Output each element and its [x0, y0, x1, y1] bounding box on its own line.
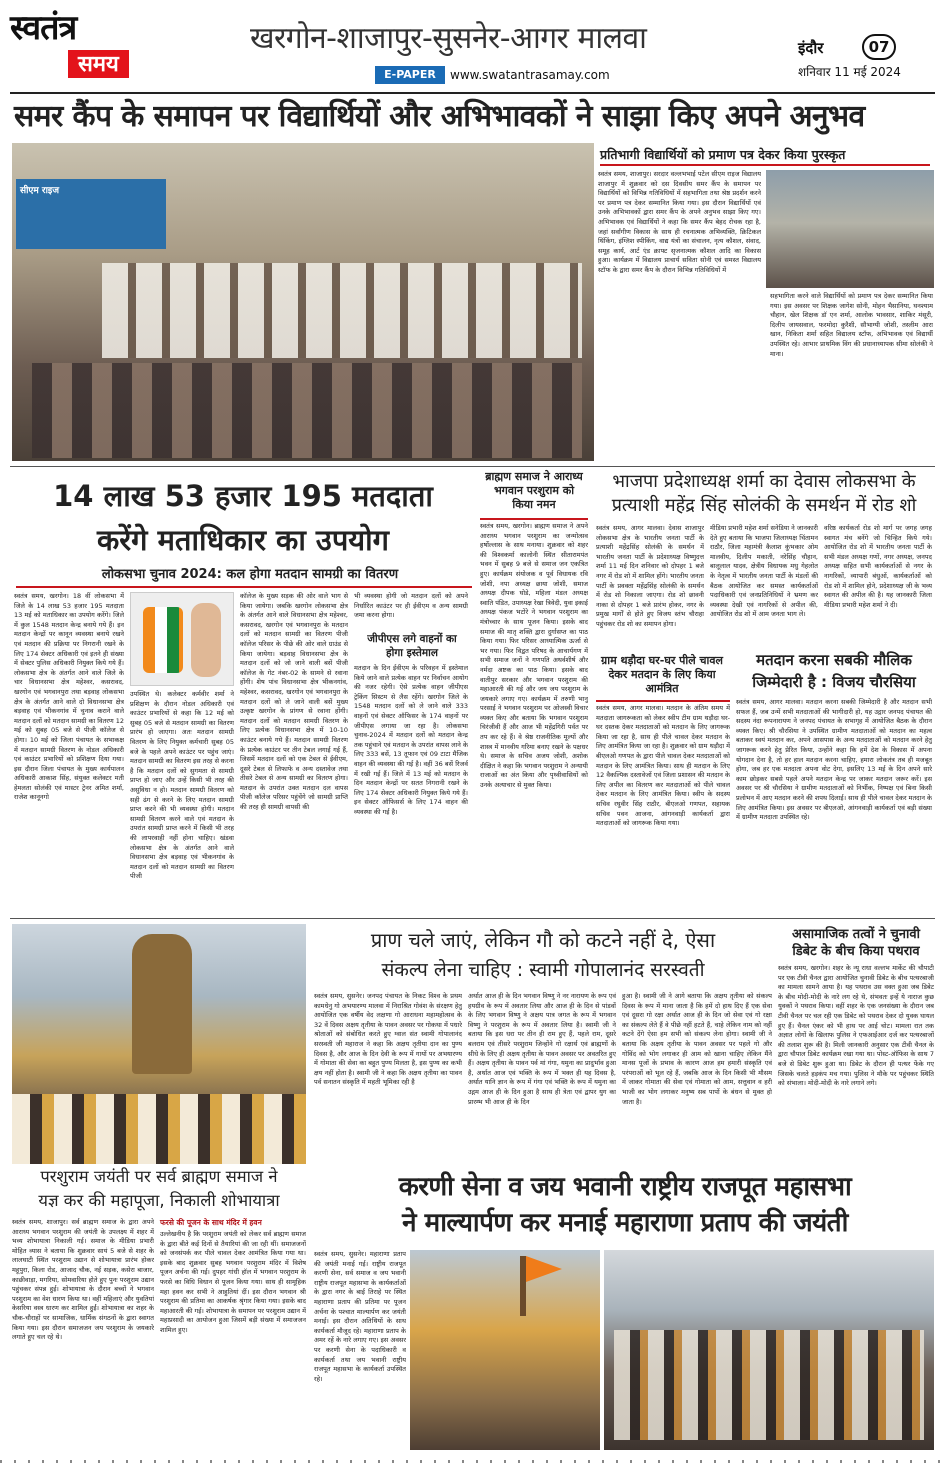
story5-rule	[596, 700, 730, 702]
story9-column-1: स्वतंत्र समय, शाजापुर। सर्व ब्राह्मण समाज के द्वारा अपने आराध्य भगवान परशुराम की जयंती के उपलक्ष्य में शहर में भव्य शोभायात्रा निकाली गई। समाज के मीडिया प्रभारी मोहित व्यास ने बताया कि शुक्रवार सायं 5 बजे से शहर के लालघाटी स्थित परशुराम उद्यान से शोभायात्रा प्रारंभ होकर महूपुरा, किला रोड, आजाद चौक, नई सड़क, कसेरा बाजार, काछीवाड़ा, मगरिया, सोमवारिया होते हुए पुनः परशुराम उद्यान पहुंचकर संपन्न हुई। शोभायात्रा के दौरान बच्चों ने भगवान परशुराम का वेश धारण किया था। वहीं महिलाएं और युवतियां केसरिया वस्त्र धारण कर शामिल हुईं। शोभायात्रा का शहर के चौक-चौराहों पर सामाजिक, धार्मिक संगठनों के द्वारा स्वागत किया गया। इस दौरान समाजजन जय परशुराम के जयकारे लगाते हुए चल रहे थे।	[12, 1218, 154, 1342]
story6-headline-line1: मतदान करना सबकी मौलिक	[756, 651, 912, 669]
story5-headline: ग्राम थड़ौदा घर-घर पीले चावल देकर मतदान के लिए किया आमंत्रित	[601, 654, 723, 695]
story2-column-1: स्वतंत्र समय, खरगोन। 18 वीं लोकसभा में जिले के 14 लाख 53 हजार 195 मतदाता 13 मई को मताधिकार का उपयोग करेंगे। जिले में कुल 1548 मतदान केन्द्र बनाये गये हैं। इन मतदान केन्द्रों पर कानून व्यवस्था बनाये रखने एवं मतदान की प्रक्रिया पर निगरानी रखने के लिए 174 सेक्टर अधिकारी एवं इतने ही संख्या में सेक्टर पुलिस अधिकारी नियुक्त किये गये हैं। लोकसभा क्षेत्र के अंतर्गत आने वाले जिले के चार विधानसभा क्षेत्र महेश्वर, कसरावद, खरगोन एवं भगवानपुरा तथा बड़वाह लोकसभा क्षेत्र के अंतर्गत आने वाले दो विधानसभा क्षेत्र बड़वाह एवं भीकनगांव में चुनाव कराने वाले मतदान दलों को मतदान सामग्री का वितरण 12 मई को सुबह 05 बजे से पीजी कॉलेज से होगा। 10 मई को जिला पंचायत के सभाकक्ष में मतदान सामग्री वितरण के नोडल अधिकारी एवं काउंटर प्रभारियों को प्रशिक्षण दिया गया। इस दौरान जिला पंचायत के मुख्य कार्यपालन अधिकारी आकाश सिंह, संयुक्त कलेक्टर मती हेमलता सोलंकी एवं मास्टर ट्रेनर अमित शर्मा, राजेश कानूनगो	[14, 592, 124, 802]
site-url[interactable]: www.swatantrasamay.com	[450, 68, 610, 82]
seated-students	[32, 363, 582, 458]
story7-column-2: अर्थात आज ही के दिन भगवान विष्णु ने नर नारायण के रूप एवं हयग्रीव के रूप में अवतार लिया और आज ही के दिन से पांडवों के लिए भगवान विष्णु ने अक्षय पात्र जगत के रूप में भगवान विष्णु ने परशुराम के रूप में अवतार लिया है। स्वामी जी ने बताया कि इस धरा पर तीन ही राम हुए हैं, पहले राम, दूसरे बलराम एवं तीसरे परशुराम जिन्होंने गो रक्षार्थ एवं ब्राह्मणों के सीधे के लिए ही अक्षय तृतीया के पावन अवसर पर अवतरित हुए हैं। अक्षय तृतीया के पावन पर्व मां गंगा, यमुना का प्रादुर्भाव हुआ है, अर्थात आज एवं भक्ति के रूप में भक्त ही यह दिवस है, अर्थात यानि ज्ञान के रूप में गंगा एवं भक्ति के रूप में यमुना का उद्गम आज ही के दिन हुआ है साथ ही त्रेता एवं द्वापर युग का प्रारम्भ भी आज ही के दिन	[468, 992, 616, 1106]
story5-column: स्वतंत्र समय, आगर मालवा। मतदान के अंतिम समय में मतदाता जागरूकता को लेकर स्वीप टीम ग्राम थड़ौदा घर-घर दस्तक देकर मतदाताओं को मतदान के लिए जागरूक किया जा रहा है, साथ ही पीले चावल देकर मतदान के लिए आमंत्रित किया जा रहा है। शुक्रवार को ग्राम थड़ौदा में बीएलओ गणपत के द्वारा पीले चावल देकर मतदाताओं को मतदान के लिए आमंत्रित किया। साथ ही मतदान के लिए 12 वैकल्पिक दस्तावेजों एवं जिला प्रशासन की मतदान के लिए अपील का वितरण कर मतदाताओं को पीले चावल देकर मतदान के लिए आमंत्रित किया। स्वीप के सदस्य सचिव रघुवीर सिंह राठौर, बीएलओ गणपत, सहायक सचिव पवन आजना, आंगनवाड़ी कार्यकर्ता द्वारा मतदाताओं को जागरूक किया गया।	[596, 704, 730, 828]
story6-headline-line2: जिम्मेदारी है : विजय चौरसिया	[752, 673, 916, 691]
story7-column-3: हुआ है। स्वामी जी ने आगे बताया कि अक्षय तृतीया को संकल्प दिवस के रूप में माना जाता है कि हमें दो हाथ दिए हैं एक सेवा एवं दूसरा गो रक्षा अर्थात आज ही के दिन जो सेवा एवं गो रक्षा का संकल्प लेते हैं वे पीछे नहीं हटते हैं, चाहे लेकिन नाम को नहीं कटने देंगे ऐसा हम सभी को संकल्प लेना होगा। स्वामी जी ने बताया कि अक्षय तृतीया के पावन अवसर पर पहले गो और गोविंद को भोग लगाकर ही आम को खाना चाहिए लेकिन मैंने मानस पूजों के प्रभाव के कारण आज हम हमारी संस्कृति एवं परंपराओं को भूल रहे हैं, जबकि आज के दिन किसी भी मौसम में जाकर गोमाता की सेवा एवं गोमाता को आम, सत्तुवान व हरी भाजी का भोग लगाकर मनुष्य सब पापों के बंधन से मुक्त हो जाता है।	[622, 992, 772, 1106]
story2-headline-line2: करेंगे मताधिकार का उपयोग	[97, 523, 389, 557]
story8-headline-line1: असामाजिक तत्वों ने चुनावी	[792, 927, 920, 942]
rajput-sabha-group-photo	[604, 1250, 934, 1450]
story3-column: स्वतंत्र समय, खरगोन। ब्राह्मण समाज ने अपने आराध्य भगवान परशुराम का जन्मोत्सव हर्षोल्लास के साथ मनाया। शुक्रवार को शहर की विश्वकर्मा कालोनी स्थित सीतारामपंत भवन में सुबह 9 बजे से समाज जन एकत्रित हुए। कार्यक्रम संयोजक व पूर्व विधायक रवि जोशी, नपा अध्यक्ष छाया जोशी, समाज अध्यक्ष दीपक घोडे, महिला मंडल अध्यक्ष स्वाति पंडित, उपाध्यक्ष रेखा त्रिवेदी, युवा इकाई अध्यक्ष पंकज भटोरे ने भगवान परशुराम का मंत्रोच्चार के साथ पूजन किया। इसके बाद समाज की मातृ शक्ति द्वारा दुर्गासप्त का पाठ किया गया। फिर परिसर आध्यात्मिक ऊर्जा से भर गया। फिर विद्वत परिषद के आचार्यगण में सभी समाज जनों ने गणपति अथर्वशीर्ष और नर्मदा अष्टक का पाठ किया। इसके बाद वातीपुर सरकार और भगवान परशुराम की महाआरती की गई और जय जय परशुराम के जयकारे लगाए गए। कार्यक्रम में तरुणी भानु परसाई ने भगवान परशुराम पर ओजस्वी विचार व्यक्त किए और बताया कि भगवान परशुराम चिरंजीवी हैं और आज भी महेंद्रगिरी पर्वत पर तप कर रहे हैं। वे श्रेष्ठ राजनीतिक मूल्यों और शास्त्र में मानवीय गरिमा बनाए रखने के पक्षधर थे। समाज के सचिव अजय जोशी, अशोक दीक्षित ने कहा कि भगवान परशुराम ने अन्यायी राजाओं का अंत किया और पृथ्वीवासियों को उनके अत्याचार से मुक्त किया।	[480, 522, 588, 790]
story2-column-4a: भी व्यवस्था होगी जो मतदान दलों को अपने निर्धारित काउंटर पर ही ईवीएम व अन्य सामग्री जमा करना होगा।	[354, 592, 468, 620]
story4-headline-line1: भाजपा प्रदेशाध्यक्ष शर्मा का देवास लोकसभा के	[612, 471, 916, 492]
saffron-flag-icon	[526, 1256, 562, 1282]
story9-column-2: उल्लेखनीय है कि परशुराम जयंती को लेकर सर्व ब्राह्मण समाज के द्वारा बीते कई दिनों से तैयारियां की जा रही थीं। समाजजनों को जनसंपर्क कर पीले चावल देकर आमंत्रित किया गया था। इसके बाद शुक्रवार सुबह भगवान परशुराम मंदिर में विशेष पूजन अर्चना की गई। दुपहर गांधी हॉल में भगवान परशुराम के फरसे का विधि विधान से पूजन किया गया। साथ ही सामूहिक महा हवन कर सभी ने आहुतियां दीं। इस दौरान भगवान श्री परशुराम की प्रतिमा का आकर्षक श्रृंगार किया गया। इसके बाद महाआरती की गई। शोभायात्रा के समापन पर परशुराम उद्यान में महाप्रसादी का आयोजन हुआ जिसमें बड़ी संख्या में समाजजन शामिल हुए।	[160, 1230, 306, 1334]
edition-city: इंदौर	[798, 39, 824, 57]
story3-rule	[480, 518, 588, 520]
story6-column: स्वतंत्र समय, आगर मालवा। मतदान करना सबकी जिम्मेदारी है और मतदान सभी सफल हैं, जब उन्में सभी मतदाताओं की भागीदारी हो, यह उद्गार जनपद पंचायत की सदस्य नंदा रूपनारायण ने जनपद पंचायत के सभागृह में आयोजित बैठक के दौरान व्यक्त किए। श्री चौरसिया ने उपस्थित ग्रामीण मतदाताओं को मतदान का महत्व बताकर स्वयं मतदान कर, अपने आसपास के अन्य मतदाताओं को मतदान करने हेतु जागरूक करने हेतु प्रेरित किया, उन्होंने कहा कि हमें देश के विकास में अपना योगदान देना है, तो हर हाल मतदान करना चाहिए, हमारा लोकतंत्र तब ही मजबूत होगा, जब हर एक मतदाता अपना वोट देगा, इसलिए 13 मई के दिन अपने सारे काम छोड़कर सबसे पहले अपने मतदान केन्द्र पर जाकर मतदान जरूर करें। इस अवसर पर श्री चौरसिया ने ग्रामीण मतदाताओं को निर्भीक, निष्पक्ष एवं बिना किसी प्रलोभन में आए मतदान करने की शपथ दिलाई। साथ ही पीले चावल देकर मतदान के लिए आमंत्रित किया। इस अवसर पर बीएलओ, आंगनवाड़ी कार्यकर्ता एवं बड़ी संख्या में ग्रामीण मतदाता उपस्थित रहे।	[736, 698, 932, 822]
logo-text-top: स्वतंत्र	[10, 8, 77, 48]
logo-text-bottom: समय	[68, 50, 129, 78]
photo-banner	[16, 179, 166, 249]
story3-headline: ब्राह्मण समाज ने आराध्य भगवान परशुराम को किया नमन	[485, 470, 583, 511]
section-divider-2	[10, 918, 935, 919]
group-people-row	[614, 1330, 924, 1440]
story4-column-2: मीडिया प्रभारी महेश शर्मा सनेडिया ने जानकारी देते हुए बताया कि भाजपा जिलाध्यक्ष चिंतामन राठौर, जिला महामंत्री कैलाश कुंभकार ओम मालवीय, दिलीप मकाती, नरेसिंह चौहान, बालूलाल यादव, क्षेत्रीय विधायक मधु गेहलोत के नेतृत्व में भारतीय जनता पार्टी के मंडलों की बैठक आयोजित कर समस्त कार्यकर्ताओं पदाधिकारी एवं जनप्रतिनिधियों ने भ्रमण कर व्यवस्था देखी एवं नागरिकों से अपील की, आयोजित रोड शो में आम जनता भाग ले।	[710, 524, 818, 619]
story2-headline-line1-text: 14 लाख 53 हजार 195 मतदाता	[53, 479, 433, 513]
story2-column-3: कॉलेज के मुख्य सड़क की ओर वाले भाग से किया जायेगा। जबकि खरगोन लोकसभा क्षेत्र के अंतर्गत आने वाले विधानसभा क्षेत्र महेश्वर, कसरावद, खरगोन एवं भगवानपुरा के मतदान दलों को मतदान सामग्री का वितरण पीजी कॉलेज परिसर के पीछे की ओर वाले ग्राउंड से किया जायेगा। बड़वाह विधानसभा क्षेत्र के मतदान दलों को जो जाने वाली बसें पीजी कॉलेज के गेट नंबर-02 के सामने से रवाना होंगी। शेष पांच विधानसभा क्षेत्र भीकनगांव, महेश्वर, कसरावद, खरगोन एवं भगवानपुरा के मतदान दलों को ले जाने वाली बसें मुख्य उत्कृष्ट खरगोन के प्रांगण से रवाना होंगी। मतदान दलों को मतदान सामग्री वितरण के लिए प्रत्येक विधानसभा क्षेत्र में 10-10 काउंटर बनाये गये हैं। मतदान सामग्री वितरण के प्रत्येक काउंटर पर तीन टेबल लगाई गई हैं, जिसमें मतदान दलों को एक टेबल से ईवीएम, दूसरे टेबल से लिफाफे व अन्य दस्तावेज तथा तीसरे टेबल से अन्य सामग्री का वितरण होगा। मतदान के उपरांत उक्त मतदान दल वापस पीजी कॉलेज परिसर पहुंचेंगे जो सामग्री प्राप्ति की तरह ही सामग्री वापसी की	[240, 592, 348, 812]
certificates-row	[102, 263, 582, 358]
story1-group-photo	[12, 143, 594, 461]
story1-subhead-rule	[600, 164, 930, 166]
section-divider-1	[10, 466, 935, 467]
epaper-badge: E-PAPER	[375, 66, 445, 84]
story9-headline-line2: यज्ञ कर की महापूजा, निकाली शोभायात्रा	[38, 1191, 280, 1210]
story1-column-1: स्वतंत्र समय, शाजापुर। सरदार वल्लभभाई पटेल सीएम राइज विद्यालय शाजापुर में शुक्रवार को दस दिवसीय समर कैंप के समापन पर विद्यार्थियों को विभिन्न गतिविधियों में सहभागिता तथा श्रेष्ठ प्रदर्शन करने पर प्रमाण पत्र देकर सम्मानित किया गया। इस दौरान विद्यार्थियों एवं उनके अभिभावकों द्वारा समर कैंप के अपने अनुभव साझा किए गए। अभिभावक एवं विद्यार्थियों ने कहा कि समर कैंप बेहद रोचक रहा है, जहां सर्वांगीण विकास के साथ ही रचनात्मक अभिव्यक्ति, क्रिटिकल थिंकिंग, इंग्लिश स्पीकिंग, वाद्य यंत्रों का संचालन, नृत्य कौशल, संवाद, समूह कार्य, आर्ट एंड क्राफ्ट सृजनात्मक कौशल आदि का विकास हुआ। कार्यक्रम में विद्यालय प्राचार्य सविता सोनी एवं समस्त विद्यालय स्टॉफ के द्वारा समर कैंप के दौरान विभिन्न गतिविधियों में	[598, 170, 761, 274]
story1-headline: समर कैंप के समापन पर विद्यार्थियों और अभिभावकों ने साझा किए अपने अनुभव	[14, 99, 865, 134]
print-registration-marks	[0, 1460, 945, 1463]
story4-column-3: वरिष्ठ कार्यकर्ता रोड शो मार्ग पर जगह जगह स्वागत मंच बनेंगे जो चिन्हित किये गये। आयोजित रोड शो में भारतीय जनता पार्टी के सभी मंडल अध्यक्ष गणों, नगर अध्यक्ष, जनपद अध्यक्ष सहित सभी कार्यकर्ताओं से नगर के नागरिकों, व्यापारी बंधुओं, कार्यकर्ताओं को रोड शो में शामिल होने, प्रदेशाध्यक्ष जी के भव्य स्वागत की अपील की है। यह जानकारी जिला मीडिया प्रभारी महेश शर्मा ने दी।	[824, 524, 932, 609]
masthead	[0, 0, 945, 92]
story2-subhead: लोकसभा चुनाव 2024: कल होगा मतदान सामग्री का वितरण	[101, 567, 399, 582]
masthead-divider	[10, 92, 935, 94]
story1-column-2: सहभागिता करने वाले विद्यार्थियों को प्रमाण पत्र देकर सम्मानित किया गया। इस अवसर पर शिक्षक जागेश सोनी, मोहन भैसानिया, घनश्याम चौहान, खेल शिक्षक डॉ एन शर्मा, आलोक भावसार, शाकिर मंसूरी, दिलीप जायसवाल, फरमोदा कुरैशी, सौभाग्यी जोशी, तस्लीम आरा खान, निकिता शर्मा सहित विद्यालय स्टॉफ, अभिभावक एवं विद्यार्थी उपस्थित रहे। आभार प्राथमिक विंग की प्रधानाध्यापक सीमा सोलंकी ने माना।	[770, 292, 933, 358]
story9-col2-subhead: फरसे की पूजन के साथ मंदिर में हवन	[160, 1218, 262, 1227]
edition-title: खरगोन-शाजापुर-सुसनेर-आगर मालवा	[250, 21, 647, 56]
story8-column: स्वतंत्र समय, खरगोन। शहर के न्यू राधा वल्लभ मार्केट की चौपाटी पर एक टीवी चैनल द्वारा आयोजित चुनावी डिबेट के बीच पत्थरबाजी का मामला सामने आया है। यह पथराव उस वक्त हुआ जब डिबेट के बीच मोदी-मोदी के नारे लग रहे थे, संभवतः इन्हें ये नाराज कुछ युवकों ने पथराव किया। वहीं शहर के एक जनसंख्या के दौरान जब टीवी चैनल पर चल रही एक डिबेट को पथराव देकर दो युवक घायल हुए हैं। चैनल एंकर को भी हाथ पर आई चोट। मामला रात तक अज्ञात लोगों के खिलाफ पुलिस ने एफआईआर दर्ज कर पत्थरबाजों की तलाश शुरू की है। मिली जानकारी अनुसार एक टीवी चैनल के द्वारा चौपाल डिबेट कार्यक्रम रखा गया था। पोस्ट-ऑफिस के साथ 7 बजे से डिबेट शुरू हुआ था। डिबेट के दौरान ही पत्थर फेंके गए जिसके चलते हड़कंप मच गया। पुलिस ने मौके पर पहुंचकर स्थिति को संभाला। मोदी-मोदी के नारे लगाने लगे।	[778, 964, 934, 1088]
story1-stage-photo	[766, 170, 934, 288]
story2-column-4b: मतदान के दिन ईवीएम के परिवहन में इस्तेमाल किये जाने वाले प्रत्येक वाहन पर निर्वाचन आयोग की नजर रहेगी। ऐसे प्रत्येक वाहन जीपीएस ट्रेकिंग सिस्टम से लैस रहेंगे। खरगोन जिले के 1548 मतदान दलों को ले जाने वाले 333 वाहनों एवं सेक्टर ऑफिसर के 174 वाहनों पर जीपीएस लगाया जा रहा है। लोकसभा चुनाव-2024 में मतदान दलों को मतदान केन्द्र तक पहुंचाने एवं मतदान के उपरांत वापस लाने के लिए 333 बसें, 13 तूफान एवं 09 टाटा मैजिक वाहन की व्यवस्था की गई है। वहीं 36 बसें रिजर्व में रखी गई हैं। जिले में 13 मई को मतदान के दिन मतदान केन्द्रों पर सतत निगरानी रखने के लिए 174 सेक्टर अधिकारी नियुक्त किये गये हैं। इन सेक्टर ऑफिसर्स के लिए 174 वाहन की व्यवस्था की गई है।	[354, 664, 468, 816]
crowd-row	[12, 1094, 306, 1164]
issue-date: शनिवार 11 मई 2024	[798, 65, 901, 79]
photo-banner-text: सीएम राइज	[20, 186, 60, 196]
story8-headline-line2: डिबेट के बीच किया पथराव	[792, 944, 920, 959]
story9-headline-line1: परशुराम जयंती पर सर्व ब्राह्मण समाज ने	[40, 1167, 278, 1186]
newspaper-logo[interactable]	[10, 8, 160, 88]
story7-headline-line2: संकल्प लेना चाहिए : स्वामी गोपालानंद सरस्वती	[381, 959, 705, 981]
story4-column-1: स्वतंत्र समय, आगर मालवा। देवास शाजापुर लोकसभा क्षेत्र के भारतीय जनता पार्टी के प्रत्याशी महेंद्रसिंह सोलंकी के समर्थन में भारतीय जनता पार्टी के प्रदेशाध्यक्ष विष्णुदत्त शर्मा 11 मई दिन शनिवार को दोपहर 1 बजे नगर में रोड शो में शामिल होंगे। भारतीय जनता पार्टी के प्रवक्ता महेंद्रसिंह सोलंकी के समर्थन में रोड शो निकाला जाएगा। रोड शो छावनी नाका से दोपहर 1 बजे प्रारंभ होकर, नगर के प्रमुख मार्गों से होते हुए विजय स्तंभ चौराहा पहुंचकर रोड शो का समापन होगा।	[596, 524, 704, 628]
story10-column: स्वतंत्र समय, सुसनेर। महाराणा प्रताप की जयंती मनाई गई। राष्ट्रीय राजपूत करणी सेना, सर्व समाज व जय भवानी राष्ट्रीय राजपूत महासभा के कार्यकर्ताओं के द्वारा नगर के बाई तिराहे पर स्थित महाराणा प्रताप की प्रतिमा पर पूजन अर्चना के पश्चात माल्यार्पण कर जयंती मनाई। इस दौरान अतिथियों के साथ कार्यकर्ता मौजूद रहे। महाराणा प्रताप के अमर रहें के नारे लगाए गए। इस अवसर पर करणी सेना के पदाधिकारी व कार्यकर्ता तथा जय भवानी राष्ट्रीय राजपूत महासभा के कार्यकर्ता उपस्थित रहे।	[314, 1250, 406, 1383]
election-hand-graphic	[130, 592, 234, 686]
inked-finger-icon	[191, 603, 221, 677]
story7-column-1: स्वतंत्र समय, सुसनेर। जनपद पंचायत के निकट विश्व के प्रथम कामधेनु गो अभयारण्य मालवा में निराश्रित गोवंश के संरक्षण हेतु आयोजित एक वर्षीय वेद लक्षणा गो आराधना महामहोत्सव के 32 वें दिवस अक्षय तृतीया के पावन अवसर पर गोकथा में पधारे श्रोताओं को संबोधित करते हुए ग्वाल संत स्वामी गोपालानंद सरस्वती जी महाराज ने कहा कि अक्षय तृतीया दान का पुण्य दिवस है, और आज के दिन देवी के रूप में गायों पर अभयारण्य में गोमाता की सेवा का बहुत पुण्य मिलता है, इस पुण्य का कभी क्षय नहीं होता है। स्वामी जी ने कहा कि अक्षय तृतीया का पावन पर्व सनातन संस्कृति में महती भूमिका रही है	[314, 992, 462, 1087]
story2-col4-subhead: जीपीएस लगे वाहनों का होगा इस्तेमाल	[367, 633, 457, 659]
maharana-statue-photo	[410, 1250, 600, 1450]
page-number: 07	[862, 34, 896, 60]
story1-subhead: प्रतिभागी विद्यार्थियों को प्रमाण पत्र देकर किया पुरस्कृत	[600, 147, 846, 162]
story10-headline-line1: करणी सेना व जय भवानी राष्ट्रीय राजपूत महासभा	[398, 1172, 852, 1202]
story10-headline-line2: ने माल्यार्पण कर मनाई महाराणा प्रताप की जयंती	[402, 1208, 848, 1238]
flag-pole	[520, 1256, 526, 1316]
statue-figure	[132, 934, 192, 1074]
story2-column-2: उपस्थित थे। कलेक्टर कर्मवीर शर्मा ने प्रशिक्षण के दौरान नोडल अधिकारी एवं काउंटर प्रभारियों से कहा कि 12 मई को सुबह 05 बजे से मतदान सामग्री का वितरण प्रारंभ हो जाएगा। अतः मतदान सामग्री वितरण के लिए नियुक्त कर्मचारी सुबह 05 बजे के पहले अपने काउंटर पर पहुंच जाएं। मतदान सामग्री का वितरण इस तरह से करना है कि मतदान दलों को सुगमता से सामग्री प्राप्त हो जाए और उन्हें किसी भी तरह की असुविधा न हो। मतदान सामग्री वितरण को सही ढंग से करने के लिए मतदान सामग्री प्राप्त करने की भी व्यवस्था होगी। मतदान सामग्री वितरण करने वाले एवं मतदान के उपरांत सामग्री प्राप्त करने में किसी भी तरह की लापरवाही नहीं होना चाहिए। खंडवा लोकसभा क्षेत्र के अंतर्गत आने वाले विधानसभा क्षेत्र बड़वाह एवं भीकनगांव के मतदान दलों को मतदान सामग्री का वितरण पीजी	[130, 690, 234, 881]
story2-subhead-rule	[16, 586, 472, 588]
tricolor-hand-icon	[143, 607, 183, 673]
story7-headline-line1: प्राण चले जाएं, लेकिन गौ को कटने नहीं दे, ऐसा	[370, 928, 716, 952]
parshuram-statue-photo	[12, 924, 306, 1164]
story4-headline-line2: प्रत्याशी महेंद्र सिंह सोलंकी के समर्थन में रोड शो	[611, 495, 917, 516]
